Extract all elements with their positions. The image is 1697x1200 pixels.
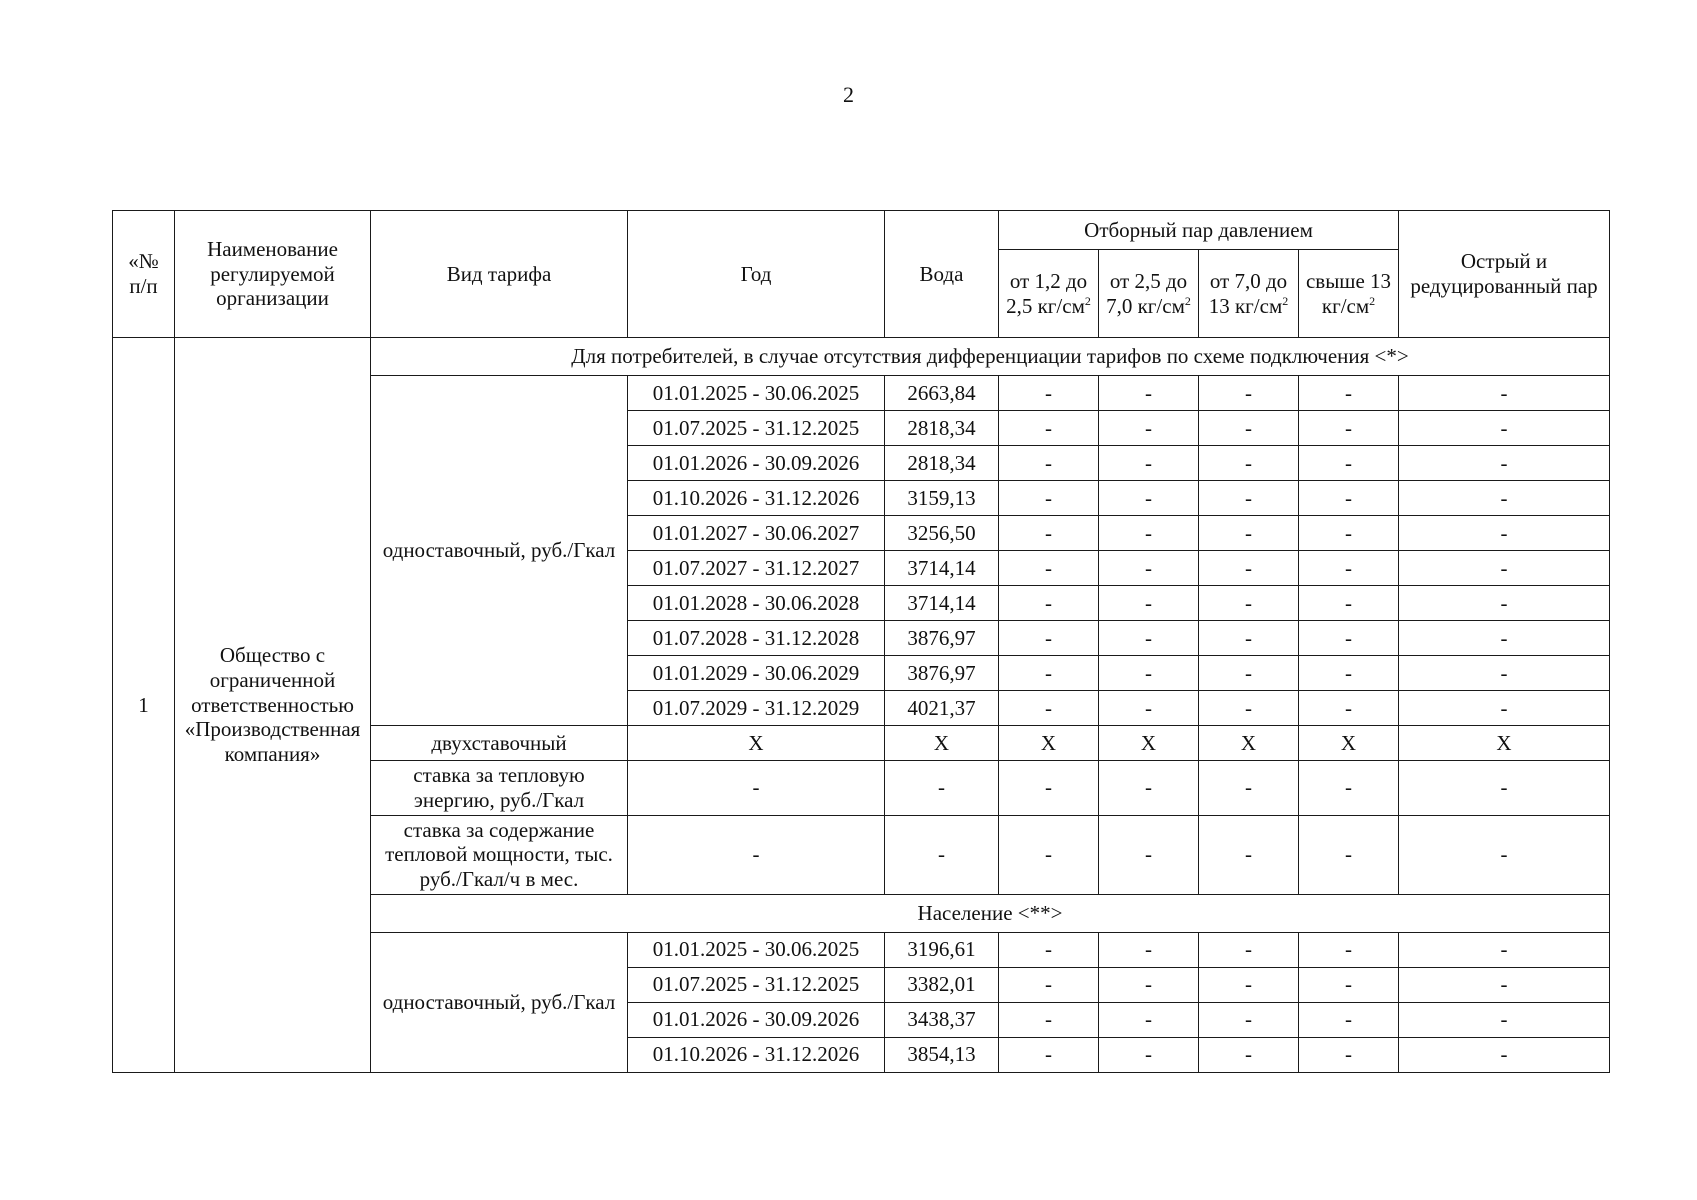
- header-steam-group: Отборный пар давлением: [999, 211, 1399, 250]
- pressure-value: -: [999, 932, 1099, 967]
- period-cell: 01.07.2025 - 31.12.2025: [628, 967, 885, 1002]
- pressure-value: -: [999, 551, 1099, 586]
- water-value: 3876,97: [885, 656, 999, 691]
- tariff-table: [112, 210, 1610, 1073]
- pressure-value: -: [999, 621, 1099, 656]
- pressure-value: -: [1099, 967, 1199, 1002]
- pressure-value: -: [1099, 481, 1199, 516]
- pressure-value: -: [999, 516, 1099, 551]
- pressure-value: -: [1099, 656, 1199, 691]
- period-cell: 01.01.2025 - 30.06.2025: [628, 376, 885, 411]
- pressure-value: Х: [1099, 726, 1199, 761]
- water-value: 3196,61: [885, 932, 999, 967]
- pressure-value: -: [1099, 446, 1199, 481]
- pressure-value: -: [1199, 761, 1299, 816]
- header-row: [113, 211, 1610, 250]
- pressure-value: -: [999, 761, 1099, 816]
- pressure-value: -: [1099, 376, 1199, 411]
- period-cell: Х: [628, 726, 885, 761]
- pressure-value: -: [1299, 1037, 1399, 1072]
- pressure-value: -: [1299, 481, 1399, 516]
- header-pressure-4: свыше 13 $кг/см^2$: [1299, 250, 1399, 338]
- pressure-value: -: [1099, 932, 1199, 967]
- period-cell: 01.07.2028 - 31.12.2028: [628, 621, 885, 656]
- pressure-value: -: [1199, 691, 1299, 726]
- water-value: 3256,50: [885, 516, 999, 551]
- sharp-steam-value: -: [1399, 446, 1610, 481]
- single-rate-label: одноставочный, руб./Гкал: [371, 376, 628, 726]
- rate-label: двухставочный: [371, 726, 628, 761]
- water-value: 3159,13: [885, 481, 999, 516]
- pressure-value: -: [999, 481, 1099, 516]
- sharp-steam-value: -: [1399, 656, 1610, 691]
- water-value: 2818,34: [885, 446, 999, 481]
- pressure-value: -: [1299, 1002, 1399, 1037]
- organization-name: Общество с ограниченной ответственностью «Производственная компания»: [175, 338, 371, 1073]
- header-sharp-steam: Острый и редуцированный пар: [1399, 211, 1610, 338]
- header-num: «№ п/п: [113, 211, 175, 338]
- pressure-value: -: [1199, 1002, 1299, 1037]
- period-cell: 01.01.2026 - 30.09.2026: [628, 446, 885, 481]
- section-title: Для потребителей, в случае отсутствия дифференциации тарифов по схеме подключения <*>: [371, 338, 1610, 376]
- pressure-value: -: [1199, 446, 1299, 481]
- sharp-steam-value: -: [1399, 621, 1610, 656]
- pressure-value: -: [999, 446, 1099, 481]
- header-pressure-3: от 7,0 до 13 $кг/см^2$: [1199, 250, 1299, 338]
- period-cell: 01.01.2026 - 30.09.2026: [628, 1002, 885, 1037]
- sharp-steam-value: -: [1399, 815, 1610, 894]
- pressure-value: -: [1299, 761, 1399, 816]
- sharp-steam-value: -: [1399, 932, 1610, 967]
- pressure-value: -: [999, 411, 1099, 446]
- pressure-value: -: [1099, 551, 1199, 586]
- pressure-value: -: [1299, 586, 1399, 621]
- header-pressure-2: от 2,5 до 7,0 $кг/см^2$: [1099, 250, 1199, 338]
- pressure-value: -: [1199, 932, 1299, 967]
- sharp-steam-value: -: [1399, 411, 1610, 446]
- header-pressure-1: от 1,2 до 2,5 $кг/см^2$: [999, 250, 1099, 338]
- pressure-value: -: [1299, 621, 1399, 656]
- pressure-value: -: [1099, 411, 1199, 446]
- pressure-value: -: [999, 376, 1099, 411]
- pressure-value: -: [1299, 516, 1399, 551]
- pressure-value: -: [1099, 516, 1199, 551]
- pressure-value: -: [1099, 621, 1199, 656]
- pressure-value: -: [1299, 411, 1399, 446]
- pressure-value: -: [1299, 691, 1399, 726]
- rate-label: ставка за содержание тепловой мощности, тыс. руб./Гкал/ч в мес.: [371, 815, 628, 894]
- water-value: -: [885, 761, 999, 816]
- pressure-value: -: [1199, 967, 1299, 1002]
- sharp-steam-value: -: [1399, 967, 1610, 1002]
- water-value: 3714,14: [885, 586, 999, 621]
- water-value: Х: [885, 726, 999, 761]
- water-value: 3438,37: [885, 1002, 999, 1037]
- sharp-steam-value: -: [1399, 376, 1610, 411]
- period-cell: 01.10.2026 - 31.12.2026: [628, 481, 885, 516]
- period-cell: 01.07.2027 - 31.12.2027: [628, 551, 885, 586]
- period-cell: -: [628, 761, 885, 816]
- sharp-steam-value: -: [1399, 1002, 1610, 1037]
- pressure-value: -: [1199, 481, 1299, 516]
- pressure-value: Х: [1199, 726, 1299, 761]
- pressure-value: -: [1299, 376, 1399, 411]
- period-cell: -: [628, 815, 885, 894]
- page-number: 2: [843, 82, 854, 107]
- sharp-steam-value: -: [1399, 1037, 1610, 1072]
- header-water: Вода: [885, 211, 999, 338]
- period-cell: 01.01.2025 - 30.06.2025: [628, 932, 885, 967]
- pressure-value: -: [1299, 551, 1399, 586]
- sharp-steam-value: -: [1399, 586, 1610, 621]
- section-row: [113, 338, 1610, 376]
- water-value: 2818,34: [885, 411, 999, 446]
- pressure-value: -: [999, 1002, 1099, 1037]
- pressure-value: -: [1199, 1037, 1299, 1072]
- period-cell: 01.10.2026 - 31.12.2026: [628, 1037, 885, 1072]
- pressure-value: -: [1099, 1037, 1199, 1072]
- pressure-value: -: [999, 815, 1099, 894]
- sharp-steam-value: -: [1399, 481, 1610, 516]
- pressure-value: -: [1099, 761, 1199, 816]
- header-tariff-type: Вид тарифа: [371, 211, 628, 338]
- pressure-value: -: [999, 967, 1099, 1002]
- sharp-steam-value: -: [1399, 516, 1610, 551]
- pressure-value: -: [1199, 411, 1299, 446]
- pressure-value: Х: [1299, 726, 1399, 761]
- pressure-value: -: [999, 586, 1099, 621]
- section-title: Население <**>: [371, 894, 1610, 932]
- period-cell: 01.07.2029 - 31.12.2029: [628, 691, 885, 726]
- sharp-steam-value: -: [1399, 551, 1610, 586]
- period-cell: 01.01.2028 - 30.06.2028: [628, 586, 885, 621]
- pressure-value: -: [1199, 815, 1299, 894]
- single-rate-label: одноставочный, руб./Гкал: [371, 932, 628, 1072]
- period-cell: 01.07.2025 - 31.12.2025: [628, 411, 885, 446]
- sharp-steam-value: -: [1399, 761, 1610, 816]
- water-value: 3854,13: [885, 1037, 999, 1072]
- pressure-value: -: [999, 656, 1099, 691]
- pressure-value: -: [1199, 551, 1299, 586]
- pressure-value: -: [1099, 815, 1199, 894]
- water-value: 4021,37: [885, 691, 999, 726]
- period-cell: 01.01.2029 - 30.06.2029: [628, 656, 885, 691]
- pressure-value: -: [1199, 656, 1299, 691]
- water-value: 3876,97: [885, 621, 999, 656]
- pressure-value: -: [1299, 446, 1399, 481]
- header-org: Наименование регулируемой организации: [175, 211, 371, 338]
- pressure-value: -: [1299, 815, 1399, 894]
- pressure-value: -: [1299, 656, 1399, 691]
- rate-label: ставка за тепловую энергию, руб./Гкал: [371, 761, 628, 816]
- water-value: 3714,14: [885, 551, 999, 586]
- pressure-value: -: [999, 1037, 1099, 1072]
- pressure-value: -: [1199, 516, 1299, 551]
- pressure-value: -: [999, 691, 1099, 726]
- water-value: 3382,01: [885, 967, 999, 1002]
- pressure-value: -: [1099, 1002, 1199, 1037]
- header-year: Год: [628, 211, 885, 338]
- pressure-value: -: [1199, 586, 1299, 621]
- water-value: 2663,84: [885, 376, 999, 411]
- pressure-value: -: [1099, 691, 1199, 726]
- pressure-value: -: [1299, 932, 1399, 967]
- pressure-value: -: [1199, 621, 1299, 656]
- water-value: -: [885, 815, 999, 894]
- pressure-value: -: [1099, 586, 1199, 621]
- row-number: 1: [113, 338, 175, 1073]
- period-cell: 01.01.2027 - 30.06.2027: [628, 516, 885, 551]
- sharp-steam-value: Х: [1399, 726, 1610, 761]
- pressure-value: -: [1299, 967, 1399, 1002]
- pressure-value: Х: [999, 726, 1099, 761]
- sharp-steam-value: -: [1399, 691, 1610, 726]
- pressure-value: -: [1199, 376, 1299, 411]
